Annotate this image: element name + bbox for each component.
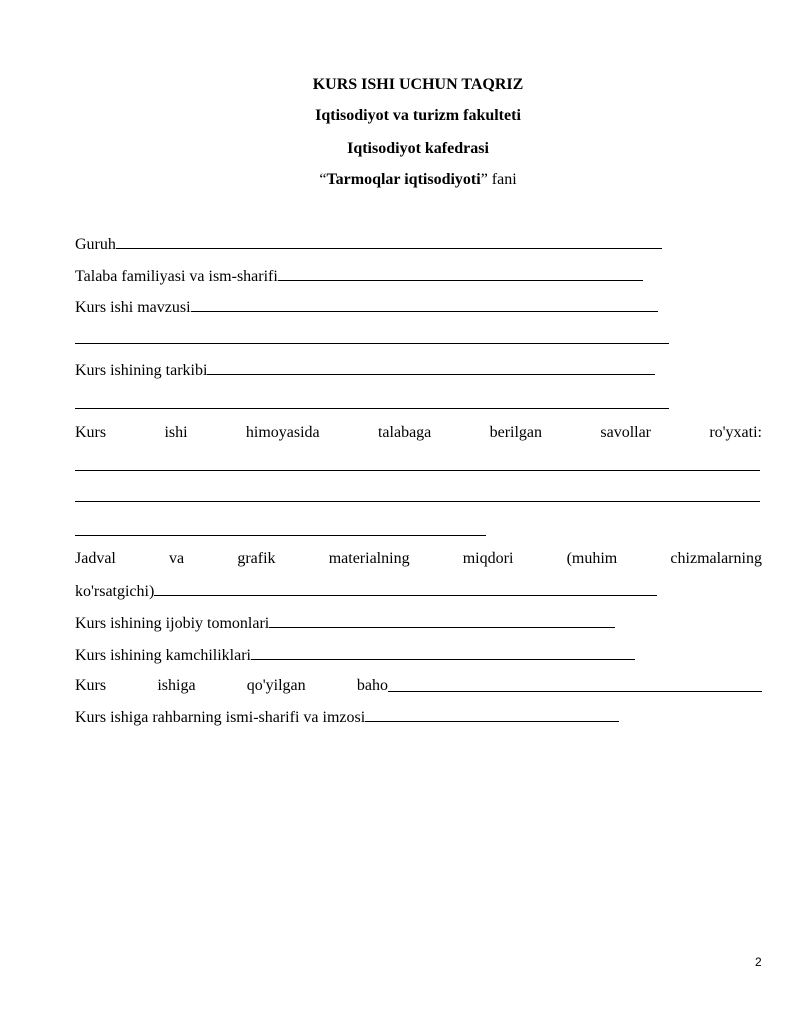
- content-field: [75, 359, 655, 379]
- tables-word: va: [169, 550, 185, 567]
- drawbacks-field: [75, 644, 635, 664]
- tables-cont-label: ko'rsatgichi): [75, 583, 155, 600]
- grade-words: [75, 676, 388, 696]
- subject-open-quote: “: [319, 171, 327, 188]
- topic-field: [75, 296, 658, 316]
- student-field: [75, 265, 643, 285]
- department-heading: Iqtisodiyot kafedrasi: [347, 140, 489, 157]
- topic-label: Kurs ishi mavzusi: [75, 299, 191, 316]
- group-label: Guruh: [75, 236, 116, 253]
- group-blank[interactable]: [116, 233, 662, 249]
- tables-word: miqdori: [462, 550, 514, 567]
- questions-blank-line-2[interactable]: [75, 501, 760, 502]
- grade-blank[interactable]: [388, 676, 762, 692]
- tables-field: [75, 549, 762, 569]
- questions-blank-line-3[interactable]: [75, 535, 486, 536]
- drawbacks-blank[interactable]: [251, 644, 635, 660]
- content-blank-line-2[interactable]: [75, 408, 669, 409]
- questions-word: himoyasida: [245, 424, 320, 441]
- questions-word: ishi: [164, 424, 188, 441]
- questions-field: [75, 423, 762, 443]
- student-label: Talaba familiyasi va ism-sharifi: [75, 268, 278, 285]
- supervisor-signature-blank[interactable]: [365, 706, 619, 722]
- faculty-heading: Iqtisodiyot va turizm fakulteti: [315, 107, 521, 124]
- questions-word: ro'yxati:: [709, 424, 762, 441]
- positives-field: [75, 612, 615, 632]
- tables-word: materialning: [328, 550, 410, 567]
- content-label: Kurs ishining tarkibi: [75, 362, 208, 379]
- topic-blank-line-2[interactable]: [75, 343, 669, 344]
- document-title: KURS ISHI UCHUN TAQRIZ: [312, 76, 524, 93]
- grade-word: baho: [356, 677, 388, 694]
- questions-blank-line-1[interactable]: [75, 470, 760, 471]
- subject-suffix: ” fani: [480, 171, 517, 188]
- drawbacks-label: Kurs ishining kamchiliklari: [75, 647, 251, 664]
- supervisor-label: Kurs ishiga rahbarning ismi-sharifi va imzosi: [75, 709, 366, 726]
- grade-word: ishiga: [157, 677, 196, 694]
- subject-heading: [0, 171, 800, 189]
- tables-word: (muhim: [566, 550, 618, 567]
- content-blank[interactable]: [207, 359, 655, 375]
- supervisor-field: [75, 706, 619, 726]
- tables-word: grafik: [237, 550, 276, 567]
- topic-blank[interactable]: [191, 296, 658, 312]
- tables-word: chizmalarning: [670, 550, 762, 567]
- grade-field: [75, 676, 762, 696]
- student-blank[interactable]: [278, 265, 643, 281]
- questions-word: Kurs: [75, 424, 107, 441]
- questions-word: savollar: [600, 424, 652, 441]
- group-field: [75, 233, 662, 253]
- grade-word: Kurs: [75, 677, 107, 694]
- page-number: 2: [755, 955, 762, 969]
- positives-label: Kurs ishining ijobiy tomonlari: [75, 615, 270, 632]
- questions-word: talabaga: [377, 424, 432, 441]
- tables-blank[interactable]: [154, 580, 657, 596]
- tables-word: Jadval: [75, 550, 116, 567]
- positives-blank[interactable]: [269, 612, 615, 628]
- tables-field-cont: [75, 580, 657, 600]
- questions-word: berilgan: [489, 424, 543, 441]
- grade-word: qo'yilgan: [246, 677, 306, 694]
- subject-name: Tarmoqlar iqtisodiyoti: [326, 171, 481, 188]
